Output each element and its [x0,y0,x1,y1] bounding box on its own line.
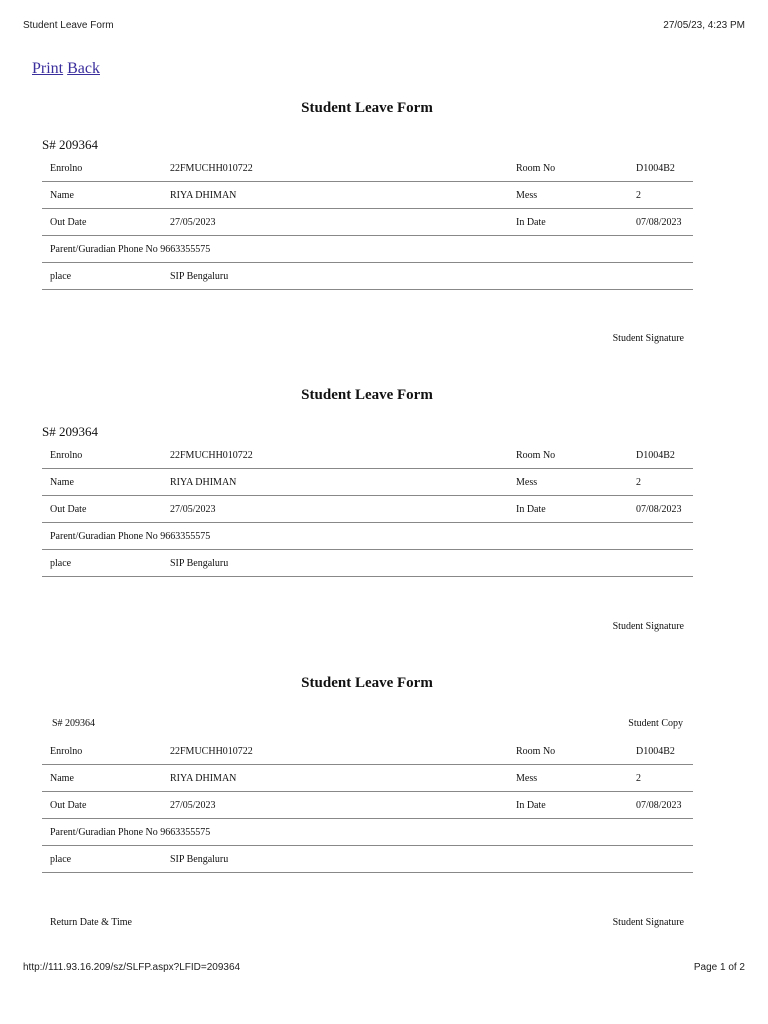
name-value: RIYA DHIMAN [162,765,508,792]
mess-value: 2 [628,469,693,496]
student-signature: Student Signature [612,333,684,344]
name-value: RIYA DHIMAN [162,469,508,496]
table-row [42,155,693,182]
print-link[interactable]: Print [32,60,64,77]
return-date-time-label: Return Date & Time [50,917,132,928]
details-table [42,442,693,577]
table-row [42,496,693,523]
in-date-label: In Date [508,792,628,819]
form-title: Student Leave Form [301,387,433,403]
place-label: place [42,263,162,290]
enrol-value: 22FMUCHH010722 [162,155,508,182]
parent-phone-label: Parent/Guradian Phone No [50,826,158,838]
parent-phone [42,819,693,846]
parent-phone-value: 9663355575 [160,530,211,542]
table-row [42,550,693,577]
print-datetime: 27/05/23, 4:23 PM [663,20,745,31]
out-date-value: 27/05/2023 [162,209,508,236]
serial-number: S# 209364 [52,718,96,729]
name-label: Name [42,182,162,209]
mess-value: 2 [628,182,693,209]
page-url: http://111.93.16.209/sz/SLFP.aspx?LFID=209364 [23,962,241,973]
parent-phone-value: 9663355575 [160,826,211,838]
parent-phone-label: Parent/Guradian Phone No [50,530,158,542]
name-value: RIYA DHIMAN [162,182,508,209]
in-date-value: 07/08/2023 [628,496,693,523]
name-label: Name [42,469,162,496]
table-row [42,236,693,263]
table-row [42,209,693,236]
in-date-value: 07/08/2023 [628,792,693,819]
table-row [42,819,693,846]
details-table [42,155,693,290]
action-links [32,60,104,78]
table-row [42,523,693,550]
serial-number: S# 209364 [42,424,98,439]
student-signature: Student Signature [612,917,684,928]
enrol-value: 22FMUCHH010722 [162,442,508,469]
place-label: place [42,550,162,577]
place-value: SIP Bengaluru [162,550,693,577]
room-value: D1004B2 [628,155,693,182]
mess-label: Mess [508,469,628,496]
table-row [42,738,693,765]
out-date-label: Out Date [42,792,162,819]
parent-phone [42,523,693,550]
student-copy-label: Student Copy [628,718,683,729]
enrol-label: Enrolno [42,738,162,765]
in-date-value: 07/08/2023 [628,209,693,236]
details-table [42,738,693,873]
table-row [42,469,693,496]
room-label: Room No [508,738,628,765]
table-row [42,263,693,290]
enrol-label: Enrolno [42,442,162,469]
mess-value: 2 [628,765,693,792]
page-number: Page 1 of 2 [693,962,745,973]
parent-phone-value: 9663355575 [160,243,211,255]
table-row [42,765,693,792]
out-date-value: 27/05/2023 [162,496,508,523]
parent-phone-label: Parent/Guradian Phone No [50,243,158,255]
in-date-label: In Date [508,209,628,236]
enrol-label: Enrolno [42,155,162,182]
back-link[interactable]: Back [67,60,100,77]
form-title: Student Leave Form [301,675,433,691]
out-date-label: Out Date [42,496,162,523]
room-label: Room No [508,442,628,469]
mess-label: Mess [508,182,628,209]
in-date-label: In Date [508,496,628,523]
place-value: SIP Bengaluru [162,846,693,873]
serial-number: S# 209364 [42,137,98,152]
place-label: place [42,846,162,873]
mess-label: Mess [508,765,628,792]
room-value: D1004B2 [628,738,693,765]
browser-page-title: Student Leave Form [23,20,114,31]
place-value: SIP Bengaluru [162,263,693,290]
enrol-value: 22FMUCHH010722 [162,738,508,765]
name-label: Name [42,765,162,792]
table-row [42,182,693,209]
student-signature: Student Signature [612,621,684,632]
out-date-value: 27/05/2023 [162,792,508,819]
form-title: Student Leave Form [301,100,433,116]
parent-phone [42,236,693,263]
out-date-label: Out Date [42,209,162,236]
table-row [42,846,693,873]
room-label: Room No [508,155,628,182]
room-value: D1004B2 [628,442,693,469]
table-row [42,442,693,469]
table-row [42,792,693,819]
